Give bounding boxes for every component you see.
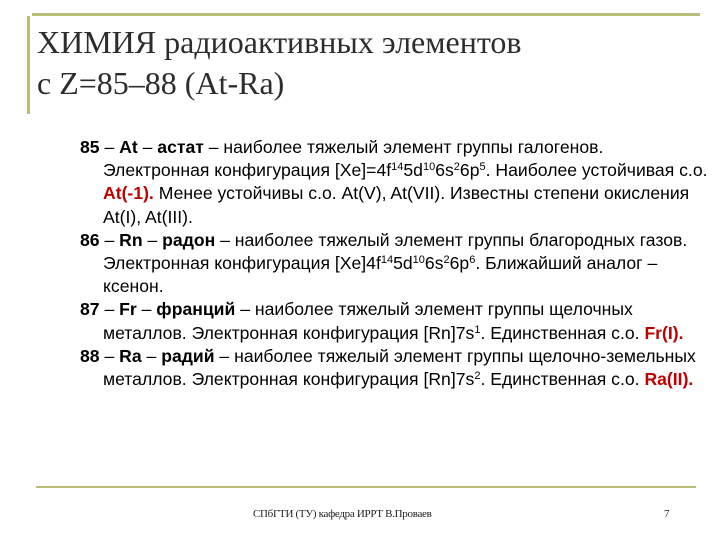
entry-dash: – (136, 299, 157, 320)
title-accent-bar (27, 16, 30, 114)
entry-dash: – (99, 137, 120, 157)
entry-radium (80, 345, 710, 391)
element-name: радон (162, 229, 216, 250)
entry-text: 6p (459, 160, 480, 181)
element-symbol: Ra (119, 345, 142, 366)
entry-text: . Наиболее устойчивая с.о. (485, 160, 708, 181)
title-line1-rest: радиоактивных элементов (156, 24, 522, 60)
entry-astatine (80, 136, 710, 229)
entry-number: 88 (80, 345, 100, 366)
entry-text: – наиболее тяжелый элемент группы галогенов. Электронная конфигурация [Xe]=4f (103, 137, 604, 181)
entry-text: – наиболее тяжелый элемент группы благородных газов. Электронная конфигурация [Xe]4f (103, 229, 688, 274)
entry-dash: – (142, 229, 163, 250)
superscript: 14 (391, 161, 404, 174)
oxidation-state-highlight: Ra(II). (644, 369, 694, 390)
entry-text: . Единственная с.о. (480, 369, 645, 390)
entry-text: 6s (424, 253, 444, 274)
entry-radon (80, 229, 710, 299)
element-name: астат (157, 137, 204, 157)
superscript: 2 (443, 253, 450, 266)
entry-text: – наиболее тяжелый элемент группы щелочно-земельных металлов. Электронная конфигурация [Rn]7s (103, 345, 696, 390)
superscript: 10 (412, 253, 425, 266)
oxidation-state-highlight: Fr(I). (644, 322, 684, 343)
bottom-divider (36, 486, 696, 488)
entry-number: 86 (80, 229, 100, 250)
title-strong: ХИМИЯ (37, 24, 157, 60)
superscript: 10 (422, 161, 436, 174)
entry-text: 5d (393, 253, 413, 274)
superscript: 2 (453, 161, 460, 174)
entry-number: 85 (80, 137, 100, 157)
slide-body (80, 136, 710, 391)
superscript: 1 (474, 323, 481, 336)
page-number: 7 (664, 508, 670, 520)
entry-dash: – (99, 229, 120, 250)
entry-number: 87 (80, 299, 100, 320)
element-name: радий (161, 345, 215, 366)
title-line2: с Z=85–88 (At-Ra) (37, 65, 285, 101)
top-divider (32, 13, 700, 16)
entry-text: – наиболее тяжелый элемент группы щелочных металлов. Электронная конфигурация [Rn]7s (103, 299, 633, 343)
entry-francium (80, 298, 710, 344)
element-symbol: At (119, 137, 138, 157)
entry-text: 6s (435, 160, 454, 181)
entry-text: 6p (449, 253, 470, 274)
footer-text: СПбГТИ (ТУ) кафедра ИРРТ В.Проваев (253, 508, 432, 520)
oxidation-state-highlight: At(-1). (103, 183, 154, 204)
superscript: 5 (479, 161, 486, 174)
entry-dash: – (99, 345, 120, 366)
slide-title (37, 22, 697, 104)
superscript: 14 (380, 253, 394, 266)
entry-dash: – (99, 299, 120, 320)
entry-dash: – (137, 137, 158, 157)
slide-footer (0, 508, 720, 522)
element-symbol: Rn (119, 229, 143, 250)
entry-text: . Ближайший аналог – ксенон. (103, 253, 658, 297)
superscript: 6 (469, 253, 476, 266)
entry-text: . Единственная с.о. (480, 322, 645, 343)
entry-text: Менее устойчивы с.о. At(V), At(VII). Известны степени окисления At(I), At(III). (103, 183, 690, 227)
element-name: франций (156, 299, 236, 320)
entry-text: 5d (403, 160, 423, 181)
superscript: 2 (474, 369, 481, 382)
entry-dash: – (141, 345, 162, 366)
element-symbol: Fr (119, 299, 137, 320)
